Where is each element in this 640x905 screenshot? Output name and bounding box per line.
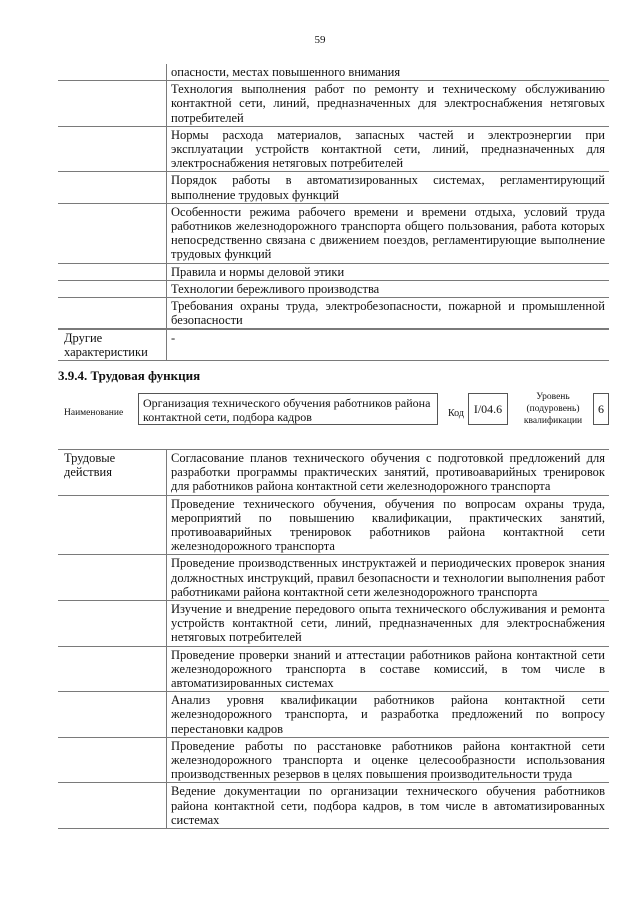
code-value: I/04.6 xyxy=(468,393,508,425)
row-text: Порядок работы в автоматизированных системах, регламентирующий выполнение трудовых функций xyxy=(166,172,609,202)
knowledge-table xyxy=(58,64,609,361)
table-row xyxy=(58,647,609,693)
table-row xyxy=(58,281,609,298)
table-row xyxy=(58,496,609,556)
labor-actions-table xyxy=(58,449,609,829)
table-row xyxy=(58,264,609,281)
row-text: опасности, местах повышенного внимания xyxy=(166,64,609,80)
name-value: Организация технического обучения работников района контактной сети, подбора кадров xyxy=(138,393,438,425)
row-text: Особенности режима рабочего времени и времени отдыха, условий труда работников железнодорожного транспорта общего пользования, работа которых непосредственно связана с движением поездов, регламентирующие выполнение трудовых функций xyxy=(166,204,609,263)
row-text: Анализ уровня квалификации работников района контактной сети железнодорожного транспорта, и разработка предложений по вопросу перестановки кадров xyxy=(166,692,609,737)
table-row xyxy=(58,81,609,127)
table-row xyxy=(58,783,609,829)
row-text: Технологии бережливого производства xyxy=(166,281,609,297)
row-text: Требования охраны труда, электробезопасности, пожарной и промышленной безопасности xyxy=(166,298,609,328)
row-text: Проведение работы по расстановке работников района контактной сети железнодорожного транспорта и оценке целесообразности использования производственных резервов в целях повышения производительности труда xyxy=(166,738,609,783)
table-row xyxy=(58,298,609,329)
table-row xyxy=(58,692,609,738)
row-text: Согласование планов технического обучения с подготовкой предложений для разработки программы практических занятий, противоаварийных тренировок для работников района контактной сети железнодорожного транспорта xyxy=(166,450,609,495)
table-row-other-characteristics xyxy=(58,329,609,361)
section-title: 3.9.4. Трудовая функция xyxy=(58,368,201,383)
row-text: Проведение технического обучения, обучения по вопросам охраны труда, мероприятий по повышению квалификации, практических занятий, противоаварийных тренировок работников района контактной сети железнодорожного транспорта xyxy=(166,496,609,555)
labor-actions-label: Трудовые действия xyxy=(64,451,116,479)
row-text: Изучение и внедрение передового опыта технического обслуживания и ремонта устройств контактной сети, линий, предназначенных для электроснабжения нетяговых потребителей xyxy=(166,601,609,646)
table-row xyxy=(58,601,609,647)
row-text: Проведение проверки знаний и аттестации работников района контактной сети железнодорожного транспорта в составе комиссий, в том числе в автоматизированных системах xyxy=(166,647,609,692)
row-text: Правила и нормы деловой этики xyxy=(166,264,609,280)
table-row xyxy=(58,172,609,203)
row-text: Нормы расхода материалов, запасных частей и электроэнергии при эксплуатации устройств контактной сети, линий, предназначенных для электроснабжения нетяговых потребителей xyxy=(166,127,609,172)
level-value: 6 xyxy=(593,393,609,425)
other-characteristics-label: Другие характеристики xyxy=(64,331,148,360)
table-row xyxy=(58,127,609,173)
table-row xyxy=(58,555,609,601)
table-row xyxy=(58,738,609,784)
level-label: Уровень (подуровень) квалификации xyxy=(523,392,583,426)
page-number: 59 xyxy=(314,34,326,46)
code-label: Код xyxy=(448,408,464,419)
other-characteristics-value: - xyxy=(166,330,609,360)
row-text: Технология выполнения работ по ремонту и техническому обслуживанию контактной сети, линий, предназначенных для электроснабжения нетяговых потребителей xyxy=(166,81,609,126)
row-text: Проведение производственных инструктажей и периодических проверок знания должностных инструкций, правил безопасности и технологии выполнения работ работниками района контактной сети железнодорожного транспорта xyxy=(166,555,609,600)
table-row xyxy=(58,204,609,264)
function-header xyxy=(58,393,609,433)
row-text: Ведение документации по организации технического обучения работников района контактной сети, подбора кадров, в том числе в автоматизированных системах xyxy=(166,783,609,828)
name-label: Наименование xyxy=(64,408,124,418)
table-row xyxy=(58,64,609,81)
